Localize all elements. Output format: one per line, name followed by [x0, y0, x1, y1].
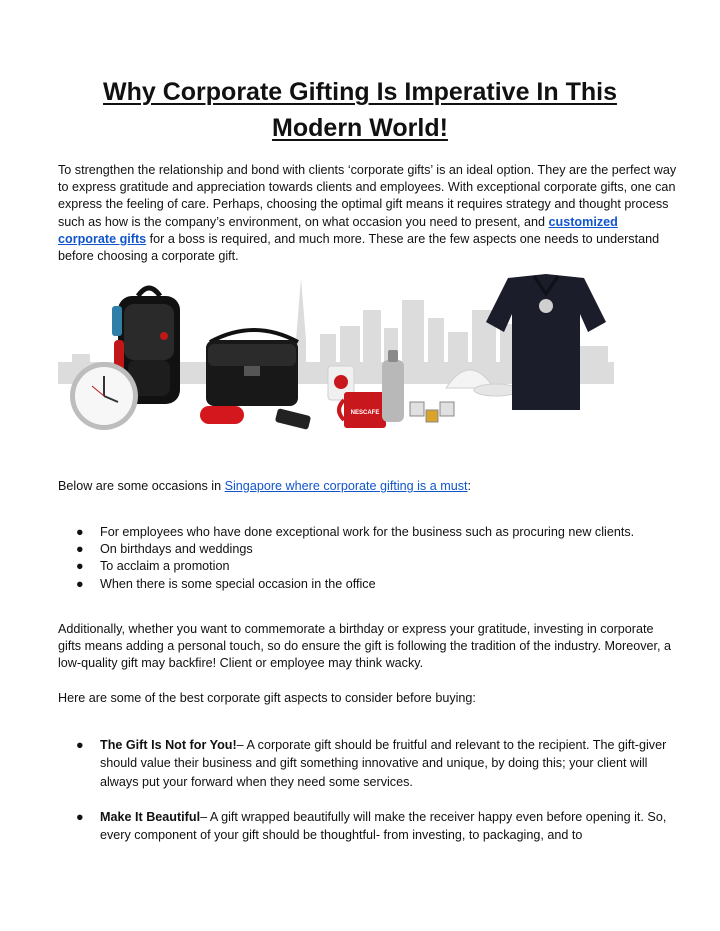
aspects-list — [58, 736, 678, 844]
aspect-item — [58, 736, 678, 791]
paragraph-commemorate: Additionally, whether you want to commemorate a birthday or express your gratitude, investing in corporate gifts means adding a personal touch, so do ensure the gift is following the tradition of the industry. Moreover, a low-quality gift may backfire! Client or employee may think wacky. — [58, 622, 672, 671]
bullet-icon: ● — [76, 525, 84, 539]
list-item — [58, 576, 678, 593]
list-item — [58, 524, 678, 541]
singapore-gifting-link[interactable]: Singapore where corporate gifting is a must — [224, 479, 468, 493]
aspect-heading: Make It Beautiful — [100, 809, 201, 824]
bullet-icon: ● — [76, 542, 84, 557]
intro-paragraph — [58, 162, 678, 265]
list-item-text: For employees who have done exceptional work for the business such as procuring new clients. — [100, 525, 635, 539]
intro-text-end: for a boss is required, and much more. These are the few aspects one needs to understand before choosing a corporate gift. — [58, 231, 660, 264]
aspect-item — [58, 808, 678, 845]
bullet-icon: ● — [76, 576, 84, 591]
occasions-text-end: : — [467, 479, 472, 493]
intro-text-start: To strengthen the relationship and bond with clients ‘corporate gifts’ is an ideal option. They are the perfect way to express gratitude and appreciation towards clients and employees. With exceptional corporate gifts, one can express the feeling of care. Perhaps, choosing the optimal gift means it requires strategy and thought process such as how is the company’s environment, on what occasion you need to present, and — [58, 163, 677, 229]
paragraph-aspects-intro: Here are some of the best corporate gift aspects to consider before buying: — [58, 691, 476, 705]
bullet-icon: ● — [76, 738, 84, 752]
customized-gifts-link[interactable]: customized corporate gifts — [58, 214, 618, 246]
corporate-gifts-image — [58, 270, 614, 440]
page-title: Why Corporate Gifting Is Imperative In This Modern World! — [103, 78, 617, 142]
mug-logo-text: NESCAFE — [350, 410, 380, 416]
aspect-text: – A corporate gift should be fruitful and relevant to the recipient. The gift-giver should value their business and gift something innovative and unique, by doing this; your client will always put your forward when they need some services. — [100, 738, 667, 789]
bullet-icon: ● — [76, 559, 84, 574]
occasions-text-start: Below are some occasions in — [58, 479, 225, 493]
occasions-intro — [58, 478, 678, 495]
list-item-text: When there is some special occasion in the office — [100, 576, 376, 591]
list-item-text: To acclaim a promotion — [100, 559, 230, 574]
list-item — [58, 558, 678, 575]
aspect-heading: The Gift Is Not for You! — [100, 738, 237, 752]
aspect-text: – A gift wrapped beautifully will make the receiver happy even before opening it. So, every component of your gift should be thoughtful- from investing, to packaging, and to — [100, 809, 667, 843]
bullet-icon: ● — [76, 809, 84, 824]
list-item — [58, 541, 678, 558]
occasions-list — [58, 524, 678, 593]
list-item-text: On birthdays and weddings — [100, 542, 253, 557]
